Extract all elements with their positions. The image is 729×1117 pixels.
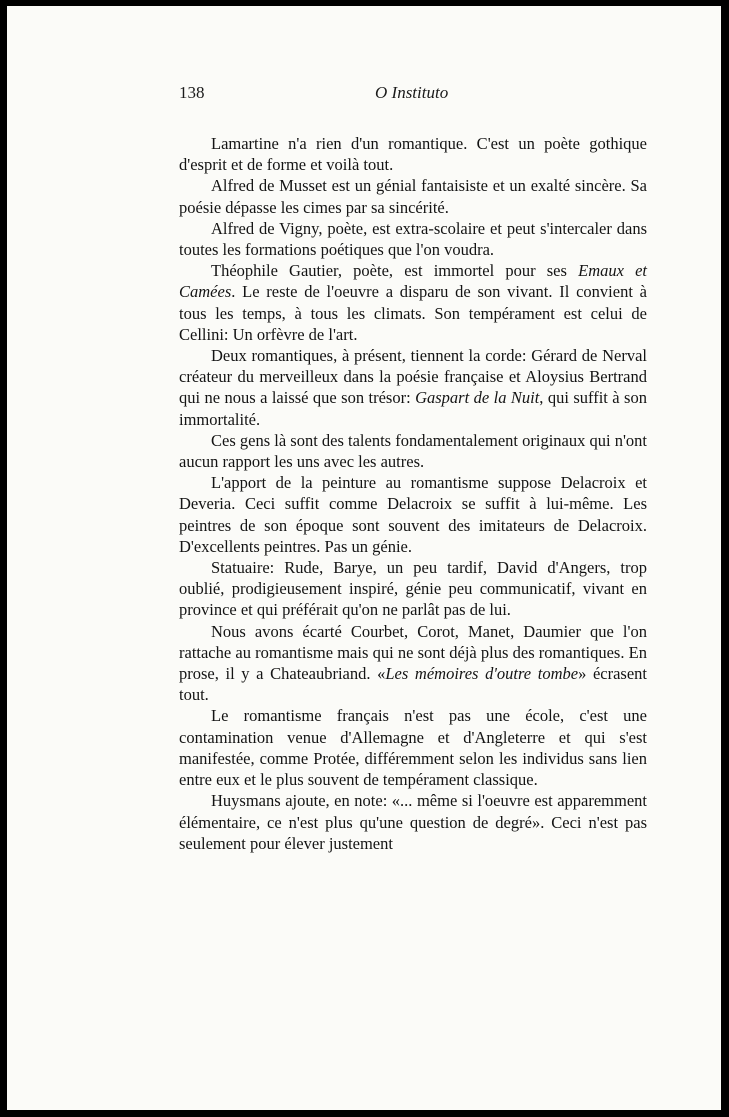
text-run: Statuaire: Rude, Barye, un peu tardif, David d'Angers, trop oublié, prodigieusement inspiré, génie peu communicatif, vivant en province et qui préférait qu'on ne parlât pas de lui. — [179, 558, 647, 620]
body-text — [179, 133, 647, 854]
italic-title: Emaux et Camées — [179, 261, 648, 302]
paragraph — [179, 133, 647, 175]
text-run: . Le reste de l'oeuvre a disparu de son vivant. Il convient à tous les temps, à tous les climats. Son tempérament est celui de Cellini: Un orfèvre de l'art. — [179, 282, 647, 344]
italic-title: Les mémoires d'outre tombe — [385, 664, 579, 684]
book-page — [7, 6, 721, 1110]
paragraph — [179, 705, 647, 790]
text-run: Huysmans ajoute, en note: «... même si l'oeuvre est apparemment élémentaire, ce n'est plus qu'une question de degré». Ceci n'est pas seulement pour élever justement — [179, 791, 647, 853]
italic-title: Gaspart de la Nuit — [415, 388, 540, 408]
text-run: » écrasent tout. — [179, 664, 647, 705]
page-header — [179, 83, 647, 107]
text-run: Deux romantiques, à présent, tiennent la corde: Gérard de Nerval créateur du merveilleux dans la poésie française et Aloysius Bertrand qui ne nous a laissé que son trésor: — [179, 346, 647, 408]
paragraph — [179, 260, 647, 345]
paragraph — [179, 175, 647, 217]
text-run: Alfred de Vigny, poète, est extra-scolaire et peut s'intercaler dans toutes les formations poétiques que l'on voudra. — [179, 218, 647, 260]
text-run: Le romantisme français n'est pas une école, c'est une contamination venue d'Allemagne et d'Angleterre et qui s'est manifestée, comme Protée, différemment selon les individus sans lien entre eux et le plus souvent de tempérament classique. — [179, 706, 647, 790]
paragraph — [179, 621, 647, 706]
text-run: , qui suffit à son immortalité. — [179, 388, 647, 429]
paragraph — [179, 472, 647, 557]
text-run: L'apport de la peinture au romantisme suppose Delacroix et Deveria. Ceci suffit comme Delacroix se suffit à lui-même. Les peintres de son époque sont souvent des imitateurs de Delacroix. D'excellents peintres. Pas un génie. — [179, 473, 647, 556]
paragraph — [179, 430, 647, 472]
text-run: Théophile Gautier, poète, est immortel pour ses — [211, 261, 579, 281]
paragraph — [179, 557, 647, 621]
text-run: Nous avons écarté Courbet, Corot, Manet, Daumier que l'on rattache au romantisme mais qui ne sont déjà plus des romantiques. En prose, il y a Chateaubriand. « — [179, 621, 647, 684]
text-run: Lamartine n'a rien d'un romantique. C'est un poète gothique d'esprit et de forme et voilà tout. — [179, 134, 647, 175]
page-number: 138 — [179, 83, 205, 102]
running-title: O Instituto — [375, 83, 449, 102]
text-run: Ces gens là sont des talents fondamentalement originaux qui n'ont aucun rapport les uns avec les autres. — [179, 430, 648, 472]
paragraph — [179, 218, 647, 260]
paragraph — [179, 790, 647, 854]
text-run: Alfred de Musset est un génial fantaisiste et un exalté sincère. Sa poésie dépasse les cimes par sa sincérité. — [179, 176, 647, 217]
paragraph — [179, 345, 647, 430]
